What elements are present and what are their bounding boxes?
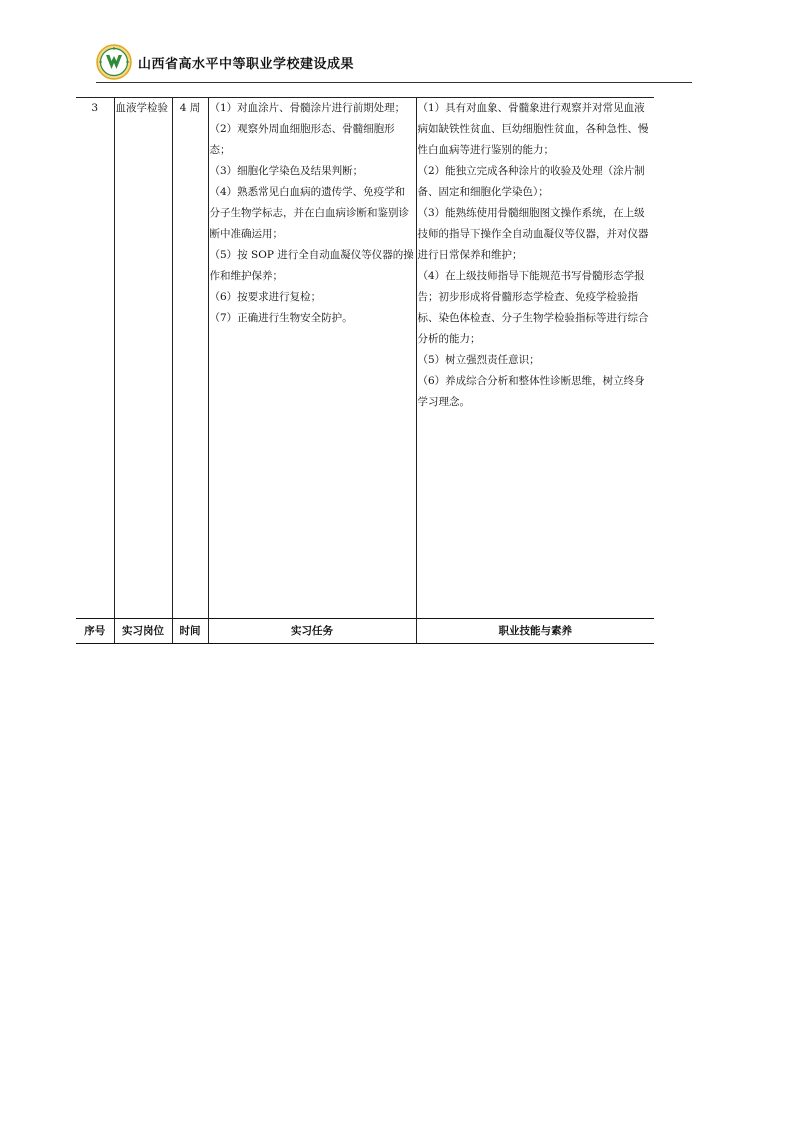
row-index: 3 bbox=[76, 98, 114, 619]
internship-table bbox=[76, 97, 654, 644]
task-item: （6）按要求进行复检； bbox=[209, 291, 322, 303]
column-header-index: 序号 bbox=[76, 619, 114, 644]
skill-item: （2）能独立完成各种涂片的收验及处理（涂片制备、固定和细胞化学染色）； bbox=[417, 165, 645, 198]
task-item: （2）观察外周血细胞形态、骨髓细胞形态； bbox=[209, 123, 395, 156]
row-skills bbox=[416, 98, 654, 619]
table-header-row bbox=[76, 619, 654, 644]
skill-item: （3）能熟练使用骨髓细胞图文操作系统，在上级技师的指导下操作全自动血凝仪等仪器，并对仪器进行日常保养和维护； bbox=[417, 207, 649, 261]
table-row bbox=[76, 98, 654, 619]
task-item: （1）对血涂片、骨髓涂片进行前期处理； bbox=[209, 102, 406, 114]
header-divider bbox=[96, 82, 692, 83]
school-emblem-icon bbox=[96, 44, 132, 80]
column-header-tasks: 实习任务 bbox=[208, 619, 416, 644]
skill-item: （1）具有对血象、骨髓象进行观察并对常见血液病如缺铁性贫血、巨幼细胞性贫血，各种急性、慢性白血病等进行鉴别的能力； bbox=[417, 102, 649, 156]
task-item: （7）正确进行生物安全防护。 bbox=[209, 312, 353, 324]
column-header-post: 实习岗位 bbox=[114, 619, 172, 644]
page-header bbox=[96, 44, 692, 84]
skill-item: （5）树立强烈责任意识； bbox=[417, 354, 540, 366]
task-item: （3）细胞化学染色及结果判断； bbox=[209, 165, 364, 177]
skill-item: （4）在上级技师指导下能规范书写骨髓形态学报告；初步形成将骨髓形态学检查、免疫学检验指标、染色体检查、分子生物学检验指标等进行综合分析的能力； bbox=[417, 270, 649, 345]
column-header-skills: 职业技能与素养 bbox=[416, 619, 654, 644]
row-post: 血液学检验 bbox=[114, 98, 172, 619]
row-tasks bbox=[208, 98, 416, 619]
task-item: （4）熟悉常见白血病的遗传学、免疫学和分子生物学标志，并在白血病诊断和鉴别诊断中准确运用； bbox=[209, 186, 409, 240]
column-header-time: 时间 bbox=[172, 619, 208, 644]
row-time: 4 周 bbox=[172, 98, 208, 619]
header-title: 山西省高水平中等职业学校建设成果 bbox=[138, 57, 355, 72]
task-item: （5）按 SOP 进行全自动血凝仪等仪器的操作和维护保养； bbox=[209, 249, 414, 282]
skill-item: （6）养成综合分析和整体性诊断思维，树立终身学习理念。 bbox=[417, 375, 645, 408]
